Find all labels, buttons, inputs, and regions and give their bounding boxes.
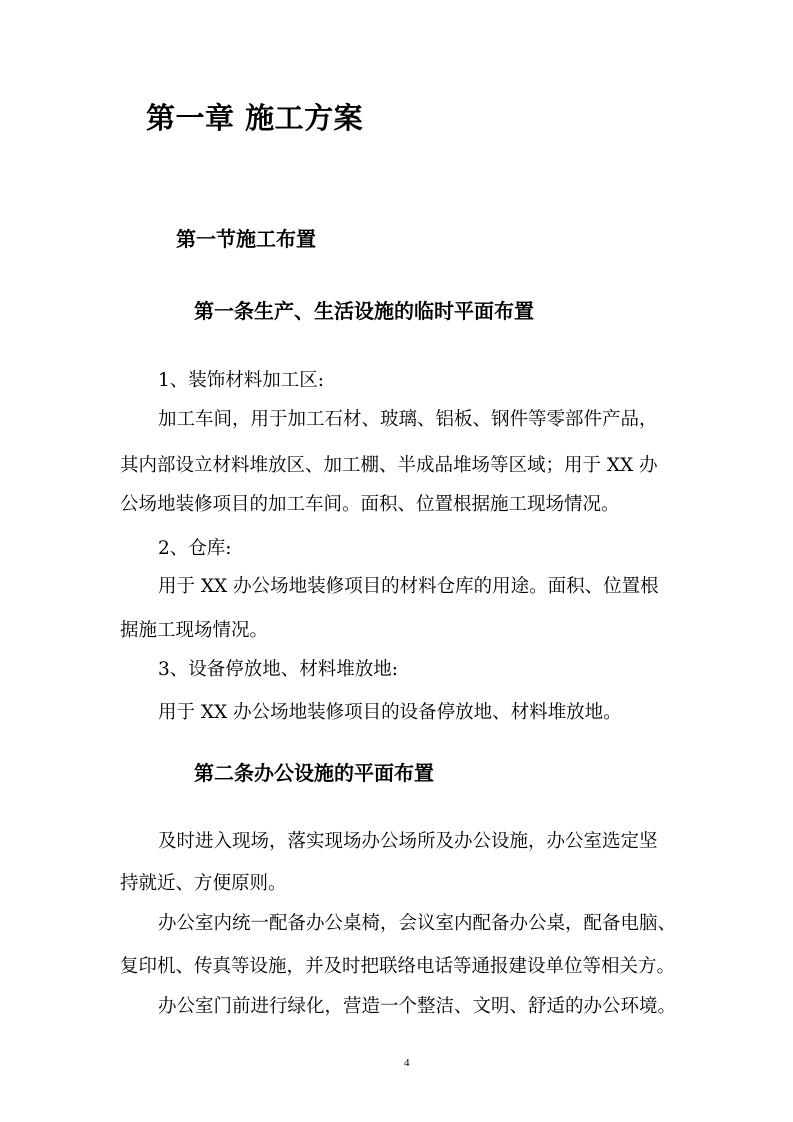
- article-2-title: 第二条办公设施的平面布置: [194, 761, 434, 785]
- article-1-line: 用于 XX 办公场地装修项目的材料仓库的用途。面积、位置根: [158, 576, 659, 597]
- article-2-line: 办公室门前进行绿化，营造一个整洁、文明、舒适的办公环境。: [158, 996, 677, 1017]
- article-1-line: 加工车间，用于加工石材、玻璃、铝板、钢件等零部件产品，: [158, 409, 658, 430]
- article-1-line: 据施工现场情况。: [120, 620, 269, 641]
- article-1-line: 公场地装修项目的加工车间。面积、位置根据施工现场情况。: [120, 494, 620, 515]
- article-1-line: 3、设备停放地、材料堆放地:: [158, 659, 399, 680]
- article-1-line: 1、装饰材料加工区:: [158, 370, 325, 391]
- article-1-line: 其内部设立材料堆放区、加工棚、半成品堆场等区域；用于 XX 办: [120, 455, 658, 476]
- article-1-line: 用于 XX 办公场地装修项目的设备停放地、材料堆放地。: [158, 702, 622, 723]
- section-title: 第一节施工布置: [176, 227, 316, 251]
- article-1-line: 2、仓库:: [158, 538, 232, 559]
- article-2-line: 及时进入现场，落实现场办公场所及办公设施，办公室选定坚: [158, 831, 658, 852]
- article-1-title: 第一条生产、生活设施的临时平面布置: [194, 299, 534, 323]
- article-2-line: 复印机、传真等设施，并及时把联络电话等通报建设单位等相关方。: [120, 956, 676, 977]
- article-2-line: 办公室内统一配备办公桌椅，会议室内配备办公桌，配备电脑、: [158, 913, 677, 934]
- page-number: 4: [404, 1057, 410, 1069]
- chapter-title: 第一章 施工方案: [146, 101, 364, 135]
- article-2-line: 持就近、方便原则。: [120, 873, 287, 894]
